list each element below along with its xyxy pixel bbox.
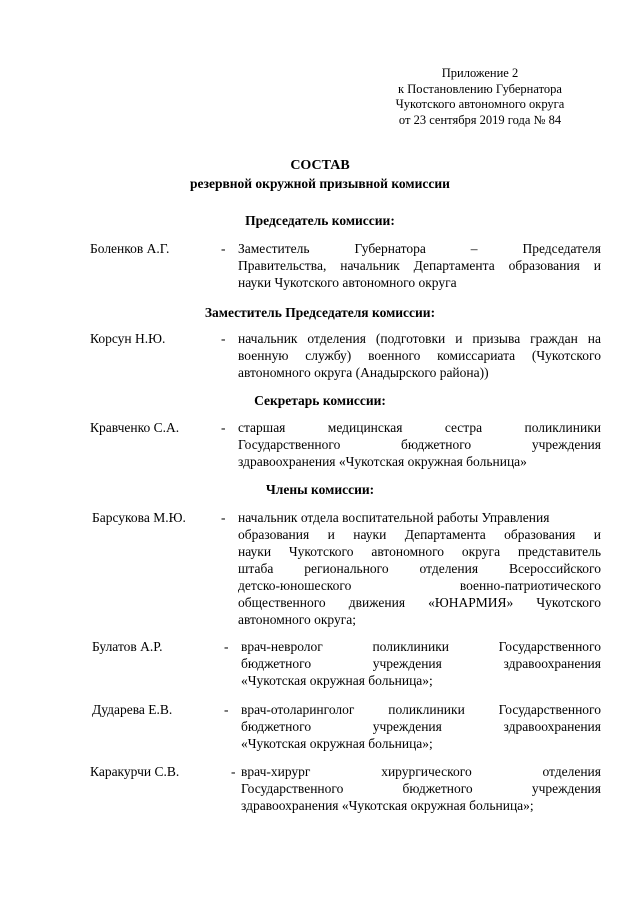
member-position [241, 638, 601, 689]
position-line: здравоохранения «Чукотская окружная больница»; [241, 798, 534, 813]
document-title: СОСТАВ [290, 158, 350, 173]
position-line: Государственного бюджетного учреждения [238, 437, 601, 452]
position-line: врач-невролог поликлиники Государственного [241, 639, 601, 654]
member-dash: - [221, 331, 226, 346]
section-heading-chair: Председатель комиссии: [245, 213, 395, 228]
position-line: Государственного бюджетного учреждения [241, 781, 601, 796]
member-position [238, 240, 601, 291]
position-line: автономного округа (Анадырского района)) [238, 365, 489, 380]
section-heading-secretary: Секретарь комиссии: [254, 393, 386, 408]
position-line: Правительства, начальник Департамента образования и [238, 258, 601, 273]
member-position [238, 419, 601, 470]
position-line: здравоохранения «Чукотская окружная больница» [238, 454, 527, 469]
member-position [238, 509, 601, 628]
member-dash: - [231, 764, 236, 779]
position-line: бюджетного учреждения здравоохранения [241, 656, 601, 671]
position-line: бюджетного учреждения здравоохранения [241, 719, 601, 734]
position-line: общественного движения «ЮНАРМИЯ» Чукотского [238, 595, 601, 610]
position-line: образования и науки Департамента образования и [238, 527, 601, 542]
position-line: Заместитель Губернатора – Председателя [238, 241, 601, 256]
position-line: начальник отдела воспитательной работы Управления [238, 510, 550, 525]
position-line: «Чукотская окружная больница»; [241, 736, 433, 751]
section-heading-deputy: Заместитель Председателя комиссии: [204, 305, 436, 320]
appendix-line: Чукотского автономного округа [395, 97, 565, 111]
position-line: военную службу) военного комиссариата (Чукотского [238, 348, 601, 363]
member-dash: - [221, 241, 226, 256]
member-dash: - [221, 420, 226, 435]
member-name: Кравченко С.А. [90, 420, 180, 435]
member-position [241, 701, 601, 752]
document-subtitle: резервной окружной призывной комиссии [190, 176, 450, 191]
member-dash: - [221, 510, 226, 525]
member-position [241, 763, 601, 814]
position-line: автономного округа; [238, 612, 356, 627]
appendix-header [360, 66, 600, 128]
position-line: штаба регионального отделения Всероссийского [238, 561, 601, 576]
member-name: Дударева Е.В. [92, 702, 173, 717]
position-line: науки Чукотского автономного округа представитель [238, 544, 601, 559]
member-dash: - [224, 639, 229, 654]
member-dash: - [224, 702, 229, 717]
member-name: Булатов А.Р. [92, 639, 163, 654]
document-title-block [0, 157, 640, 193]
member-position [238, 330, 601, 381]
position-line: детско-юношеского военно-патриотического [238, 578, 601, 593]
position-line: врач-отоларинголог поликлиники Государственного [241, 702, 601, 717]
member-name: Каракурчи С.В. [90, 764, 180, 779]
position-line: науки Чукотского автономного округа [238, 275, 457, 290]
member-name: Корсун Н.Ю. [90, 331, 166, 346]
appendix-line: к Постановлению Губернатора [398, 81, 562, 96]
member-name: Боленков А.Г. [90, 241, 170, 256]
position-line: врач-хирург хирургического отделения [241, 764, 601, 779]
member-name: Барсукова М.Ю. [92, 510, 186, 525]
section-heading-members: Члены комиссии: [265, 482, 375, 497]
position-line: старшая медицинская сестра поликлиники [238, 420, 601, 435]
position-line: начальник отделения (подготовки и призыва граждан на [238, 331, 601, 346]
appendix-line: от 23 сентября 2019 года № 84 [398, 112, 562, 127]
appendix-line: Приложение 2 [441, 66, 519, 80]
position-line: «Чукотская окружная больница»; [241, 673, 433, 688]
